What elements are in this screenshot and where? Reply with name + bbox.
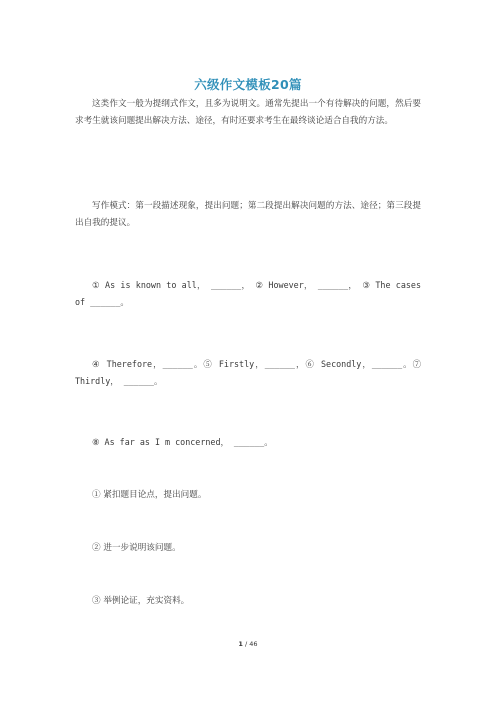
writing-mode-paragraph: 写作模式：第一段描述现象，提出问题；第二段提出解决问题的方法、途径；第三段提出自我的提议。 [75,201,421,228]
page-total: 46 [249,640,258,648]
template-sentence-1: ① As is known to all， ______， ② However， ______， ③ The cases of ______。 [75,280,421,307]
page-separator: / [245,640,248,648]
template-sentence-3: ⑧ As far as I m concerned， ______。 [92,437,273,447]
template-sentence-2: ④ Therefore，______。⑤ Firstly，______，⑥ Secondly，______。⑦ Thirdly， ______。 [75,359,421,386]
document-title: 六级作文模板20篇 [194,77,302,92]
page-current: 1 [238,640,243,648]
note-3: ③ 举例论证，充实资料。 [92,596,190,606]
intro-paragraph: 这类作文一般为提纲式作文，且多为说明文。通常先提出一个有待解决的问题，然后要求考生就该问题提出解决方法、途径，有时还要求考生在最终谈论适合自我的方法。 [75,99,421,126]
note-1: ① 紧扣题目论点，提出问题。 [92,490,207,500]
note-2: ② 进一步说明该问题。 [92,543,181,553]
page-number [0,640,496,648]
